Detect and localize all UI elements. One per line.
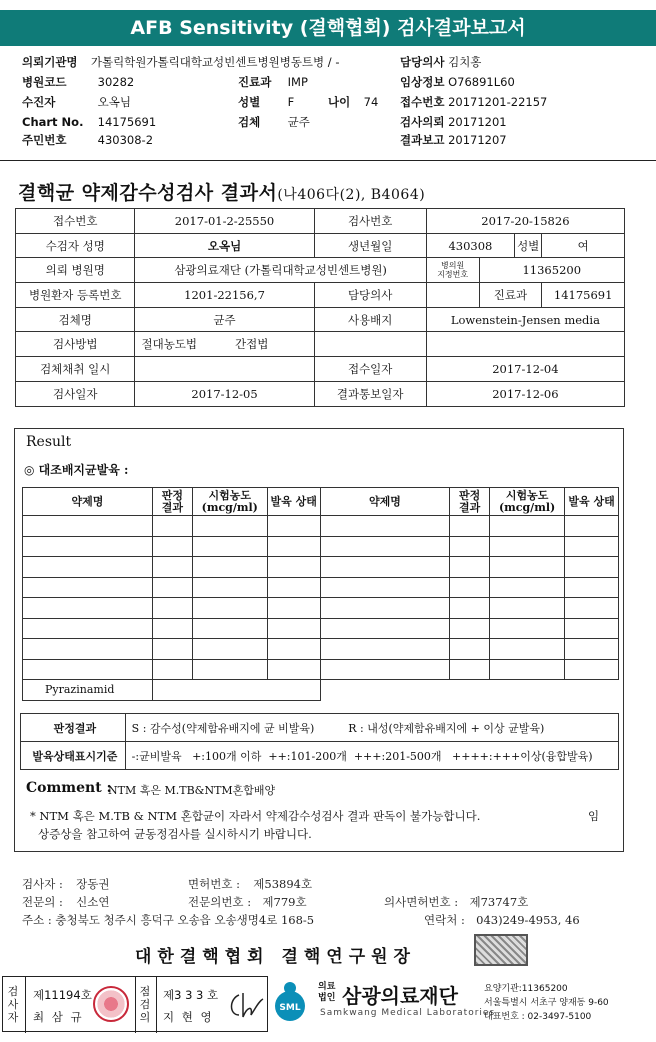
cell-value: 11365200: [479, 258, 624, 283]
col-drug: 약제명: [23, 488, 153, 516]
specialist-label: 전문의 :: [22, 895, 63, 909]
org-code: 요양기관:11365200: [484, 984, 568, 994]
growth-legend: -:균비발육 +:100개 이하 ++:101-200개 +++:201-500개 ++++:+++이상(융합발육): [125, 742, 618, 770]
header-hospital-code-label: 병원코드: [22, 75, 67, 89]
header-clinical: [400, 75, 515, 89]
document-title: [18, 178, 425, 205]
spec-no-label: 전문의번호 :: [188, 895, 252, 909]
table-row: [23, 536, 619, 557]
org-prefix: [318, 982, 335, 1004]
address: [22, 912, 314, 928]
inspector-name: 장동권: [76, 877, 110, 891]
header-doctor-value: 김치홍: [448, 55, 482, 69]
logo-text: SML: [279, 1003, 301, 1013]
cell-value: [135, 357, 314, 382]
divider: [135, 977, 136, 1033]
table-row: [23, 659, 619, 680]
official-stamp: [474, 934, 528, 966]
header-divider: [0, 160, 656, 161]
cell-label: 사용배지: [314, 307, 426, 332]
cell-label: [426, 258, 479, 283]
address-label: 주소 :: [22, 913, 52, 927]
organization-logo-icon: [272, 980, 308, 1022]
header-report-label: 결과보고: [400, 133, 445, 147]
method-a: 절대농도법: [141, 337, 198, 352]
reviewer-signature-icon: [225, 989, 265, 1023]
header-doctor-label: 담당의사: [400, 55, 445, 69]
header-patient-label: 수진자: [22, 95, 56, 109]
doc-license: 제73747호: [469, 895, 529, 909]
cell-value: 2017-20-15826: [426, 209, 624, 234]
col-conc: 시험농도 (mcg/ml): [192, 488, 267, 516]
document-code: (나406다(2), B4064): [277, 187, 426, 203]
header-clinical-label: 임상정보: [400, 75, 445, 89]
col-growth: 발육 상태: [565, 488, 619, 516]
header-sex-label: 성별: [238, 95, 261, 109]
tester-name: 최 삼 규: [33, 1010, 84, 1024]
header-report-value: 20171207: [448, 133, 507, 147]
cell-label: 검사일자: [16, 381, 135, 406]
org-name: 삼광의료재단: [342, 984, 458, 1008]
cell-value: 1201-22156,7: [135, 283, 314, 308]
divider: [156, 977, 157, 1033]
cell-value: 삼광의료재단 (가톨릭대학교성빈센트병원): [135, 258, 426, 283]
cell-label: 생년월일: [314, 233, 426, 258]
designated-label-2: 지정번호: [437, 270, 469, 280]
report-title: AFB Sensitivity (결핵협회) 검사결과보고서: [0, 10, 656, 46]
table-row: [23, 516, 619, 537]
char: 점: [139, 985, 151, 998]
doctor-license: [384, 894, 528, 910]
cell-label: 검체명: [16, 307, 135, 332]
cell-label: 수검자 성명: [16, 233, 135, 258]
specialist-name: 신소연: [76, 895, 110, 909]
address-text: 충청북도 청주시 흥덕구 오송읍 오송생명4로 168-5: [55, 913, 315, 927]
table-row: [23, 639, 619, 660]
comment-text: NTM 혹은 M.TB&NTM혼합배양: [108, 784, 276, 797]
cell-label: 접수일자: [314, 357, 426, 382]
header-chart-value: 14175691: [97, 115, 157, 129]
table-row: [23, 577, 619, 598]
cell-value: 2017-12-04: [426, 357, 624, 382]
cell-label: 접수번호: [16, 209, 135, 234]
growth-key: 발육상태표시기준: [21, 742, 126, 770]
header-request-label: 검사의뢰: [400, 115, 445, 129]
cell-value: 균주: [135, 307, 314, 332]
header-receipt-label: 접수번호: [400, 95, 445, 109]
document-title-text: 결핵균 약제감수성검사 결과서: [18, 182, 278, 204]
header-age-value: 74: [363, 95, 379, 109]
header-clinical-value: O76891L60: [448, 75, 515, 89]
result-heading: Result: [26, 434, 72, 450]
header-age-label: 나이: [328, 95, 351, 109]
cell-value: 430308: [426, 233, 514, 258]
license-label: 면허번호 :: [188, 877, 240, 891]
header-specimen-label: 검체: [238, 115, 261, 129]
org-english: Samkwang Medical Laboratories: [320, 1008, 496, 1018]
header-dept: [238, 75, 308, 89]
doc-license-label: 의사면허번호 :: [384, 895, 459, 909]
tester-vertical-label: [6, 985, 20, 1024]
cell-label: 검체채취 일시: [16, 357, 135, 382]
inspector: [22, 876, 110, 892]
reviewer-number: 제3 3 3 호: [163, 988, 219, 1002]
patient-info-table: [15, 208, 625, 407]
judge-key: 판정결과: [21, 714, 126, 742]
cell-value: 2017-01-2-25550: [135, 209, 314, 234]
col-conc: 시험농도 (mcg/ml): [490, 488, 565, 516]
cell-value: 오옥님: [135, 233, 314, 258]
header-patient-value: 오옥님: [97, 95, 131, 109]
col-drug: 약제명: [320, 488, 450, 516]
cell-empty: [426, 332, 624, 357]
cell-value: 2017-12-06: [426, 381, 624, 406]
header-receipt-value: 20171201-22157: [448, 95, 548, 109]
control-growth: ◎ 대조배지균발육 :: [24, 463, 129, 477]
table-row: [23, 557, 619, 578]
char: 검: [7, 985, 19, 998]
tester-number: 제11194호: [33, 988, 92, 1002]
header-ssn: [22, 133, 153, 147]
cell-label: 병원환자 등록번호: [16, 283, 135, 308]
inspector-label: 검사자 :: [22, 877, 63, 891]
drug-pyrazinamid: Pyrazinamid: [23, 680, 153, 701]
specialist: [22, 894, 110, 910]
cell-value: 여: [542, 233, 625, 258]
char: 사: [7, 998, 19, 1011]
cell-label: 담당의사: [314, 283, 426, 308]
char: 자: [7, 1011, 19, 1024]
cell-label: 의뢰 병원명: [16, 258, 135, 283]
organization-contact: [484, 982, 609, 1024]
header-ssn-value: 430308-2: [97, 133, 154, 147]
note-line-1b: 임: [588, 809, 600, 823]
designated-label-1: 병의원: [441, 261, 465, 271]
header-age: [328, 95, 378, 109]
comment-label: Comment :: [26, 780, 112, 796]
contact-label: 연락처 :: [424, 913, 465, 927]
table-row: [23, 598, 619, 619]
col-judge: 판정 결과: [450, 488, 490, 516]
header-specimen-value: 균주: [287, 115, 310, 129]
license-no: 제53894호: [253, 877, 313, 891]
col-growth: 발육 상태: [267, 488, 320, 516]
cell-label: 검사방법: [16, 332, 135, 357]
org-prefix-1: 의료: [318, 982, 336, 992]
header-ssn-label: 주민번호: [22, 133, 67, 147]
reviewer-name: 지 현 영: [163, 1010, 214, 1024]
header-request: [400, 115, 507, 129]
note-line-1: * NTM 혹은 M.TB & NTM 혼합균이 자라서 약제감수성검사 결과 판독이 불가능합니다.: [30, 809, 481, 823]
header-patient: [22, 95, 131, 109]
contact: [424, 912, 580, 928]
drug-table: [22, 487, 619, 701]
specialist-number: [188, 894, 307, 910]
issuing-organization: 대한결핵협회 결핵연구원장: [135, 947, 416, 967]
judge-s: S : 감수성(약제함유배지에 균 비발육): [131, 721, 315, 735]
cell-value: 2017-12-05: [135, 381, 314, 406]
cell-value: [426, 283, 479, 308]
reviewer-vertical-label: [138, 985, 152, 1024]
header-dept-value: IMP: [287, 75, 308, 89]
header-org: [22, 55, 340, 69]
org-address: 서울특별시 서초구 양재동 9-60: [484, 998, 609, 1008]
cell-empty: [314, 332, 426, 357]
header-sex-value: F: [287, 95, 295, 109]
header-sex: [238, 95, 294, 109]
header-receipt: [400, 95, 547, 109]
org-phone: 대표번호 : 02-3497-5100: [484, 1012, 592, 1022]
cell-label: 진료과: [479, 283, 542, 308]
judge-r: R : 내성(약제함유배지에 + 이상 균발육): [348, 721, 545, 735]
header-ward: 병동트병 / -: [279, 55, 340, 69]
note-line-2: 상증상을 참고하여 균동정검사를 실시하시기 바랍니다.: [38, 827, 312, 841]
char: 검: [139, 998, 151, 1011]
col-judge: 판정 결과: [152, 488, 192, 516]
header-report: [400, 133, 507, 147]
header-hospital-code: [22, 75, 134, 89]
cell-label: 결과통보일자: [314, 381, 426, 406]
spec-no: 제779호: [262, 895, 307, 909]
cell-label: 검사번호: [314, 209, 426, 234]
cell-value: [135, 332, 314, 357]
contact-text: 043)249-4953, 46: [476, 913, 580, 927]
table-row: [23, 680, 619, 701]
char: 의: [139, 1011, 151, 1024]
header-request-value: 20171201: [448, 115, 507, 129]
cell-value: 14175691: [542, 283, 625, 308]
header-chart-label: Chart No.: [22, 115, 84, 129]
cell-label: 성별: [515, 233, 542, 258]
divider: [25, 977, 26, 1033]
header-org-value: 가톨릭학원가톨릭대학교성빈센트병원: [90, 55, 280, 69]
legend-table: [20, 713, 619, 770]
header-dept-label: 진료과: [238, 75, 272, 89]
signature-box: [2, 976, 268, 1032]
method-b: 간접법: [235, 337, 269, 352]
org-prefix-2: 법인: [318, 993, 336, 1003]
table-row: [23, 618, 619, 639]
tester-seal: [93, 986, 129, 1022]
license: [188, 876, 312, 892]
header-chart: [22, 115, 156, 129]
cell-value: Lowenstein-Jensen media: [426, 307, 624, 332]
header-hospital-code-value: 30282: [97, 75, 135, 89]
judge-legend: [125, 714, 618, 742]
header-doctor: [400, 55, 481, 69]
header-org-label: 의뢰기관명: [22, 55, 78, 69]
header-specimen: [238, 115, 310, 129]
